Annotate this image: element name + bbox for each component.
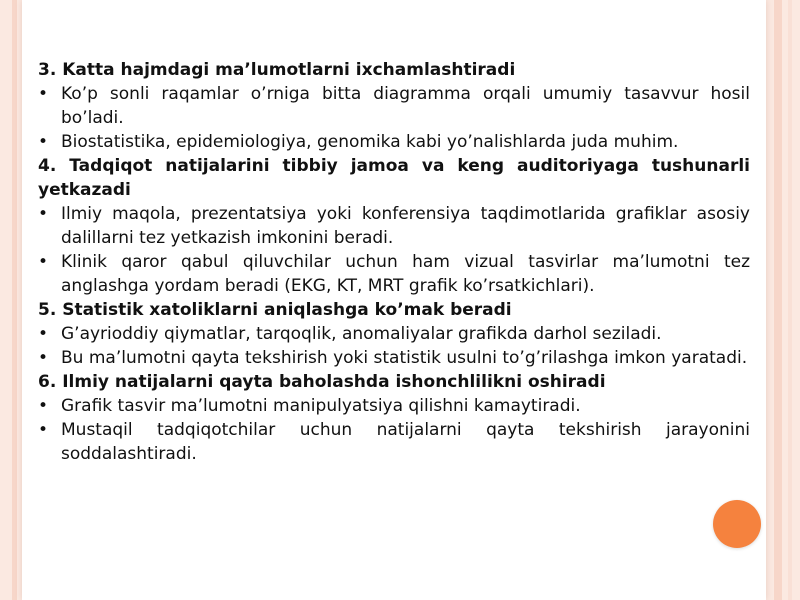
bullet-item: • Ilmiy maqola, prezentatsiya yoki konferensiya taqdimotlarida grafiklar asosiy dalillarni tez yetkazish imkonini beradi.	[38, 202, 750, 250]
section-5	[38, 298, 750, 370]
orange-circle-decoration	[713, 500, 761, 548]
section-6	[38, 370, 750, 466]
section-heading: 4. Tadqiqot natijalarini tibbiy jamoa va keng auditoriyaga tushunarli yetkazadi	[38, 156, 750, 200]
bullet-item: • Bu ma’lumotni qayta tekshirish yoki statistik usulni to’g’rilashga imkon yaratadi.	[38, 346, 750, 370]
bullet-item: • Grafik tasvir ma’lumotni manipulyatsiya qilishni kamaytiradi.	[38, 394, 750, 418]
section-heading: 6. Ilmiy natijalarni qayta baholashda ishonchlilikni oshiradi	[38, 372, 606, 392]
section-heading: 5. Statistik xatoliklarni aniqlashga ko’mak beradi	[38, 300, 512, 320]
bullet-item: • Ko’p sonli raqamlar o’rniga bitta diagramma orqali umumiy tasavvur hosil bo’ladi.	[38, 82, 750, 130]
right-decor-stripe	[774, 0, 782, 600]
bullet-list	[38, 82, 750, 154]
section-3	[38, 58, 750, 154]
section-4	[38, 154, 750, 298]
bullet-list	[38, 394, 750, 466]
bullet-item: • G’ayrioddiy qiymatlar, tarqoqlik, anomaliyalar grafikda darhol seziladi.	[38, 322, 750, 346]
bullet-item: • Klinik qaror qabul qiluvchilar uchun ham vizual tasvirlar ma’lumotni tez anglashga yordam beradi (EKG, KT, MRT grafik ko’rsatkichlari).	[38, 250, 750, 298]
section-heading: 3. Katta hajmdagi ma’lumotlarni ixchamlashtiradi	[38, 60, 516, 80]
bullet-list	[38, 202, 750, 298]
slide-content	[38, 58, 750, 466]
bullet-item: • Biostatistika, epidemiologiya, genomika kabi yo’nalishlarda juda muhim.	[38, 130, 750, 154]
left-decor-stripe	[12, 0, 17, 600]
bullet-list	[38, 322, 750, 370]
right-decor-stripe-outer	[788, 0, 792, 600]
bullet-item: • Mustaqil tadqiqotchilar uchun natijalarni qayta tekshirish jarayonini soddalashtiradi.	[38, 418, 750, 466]
